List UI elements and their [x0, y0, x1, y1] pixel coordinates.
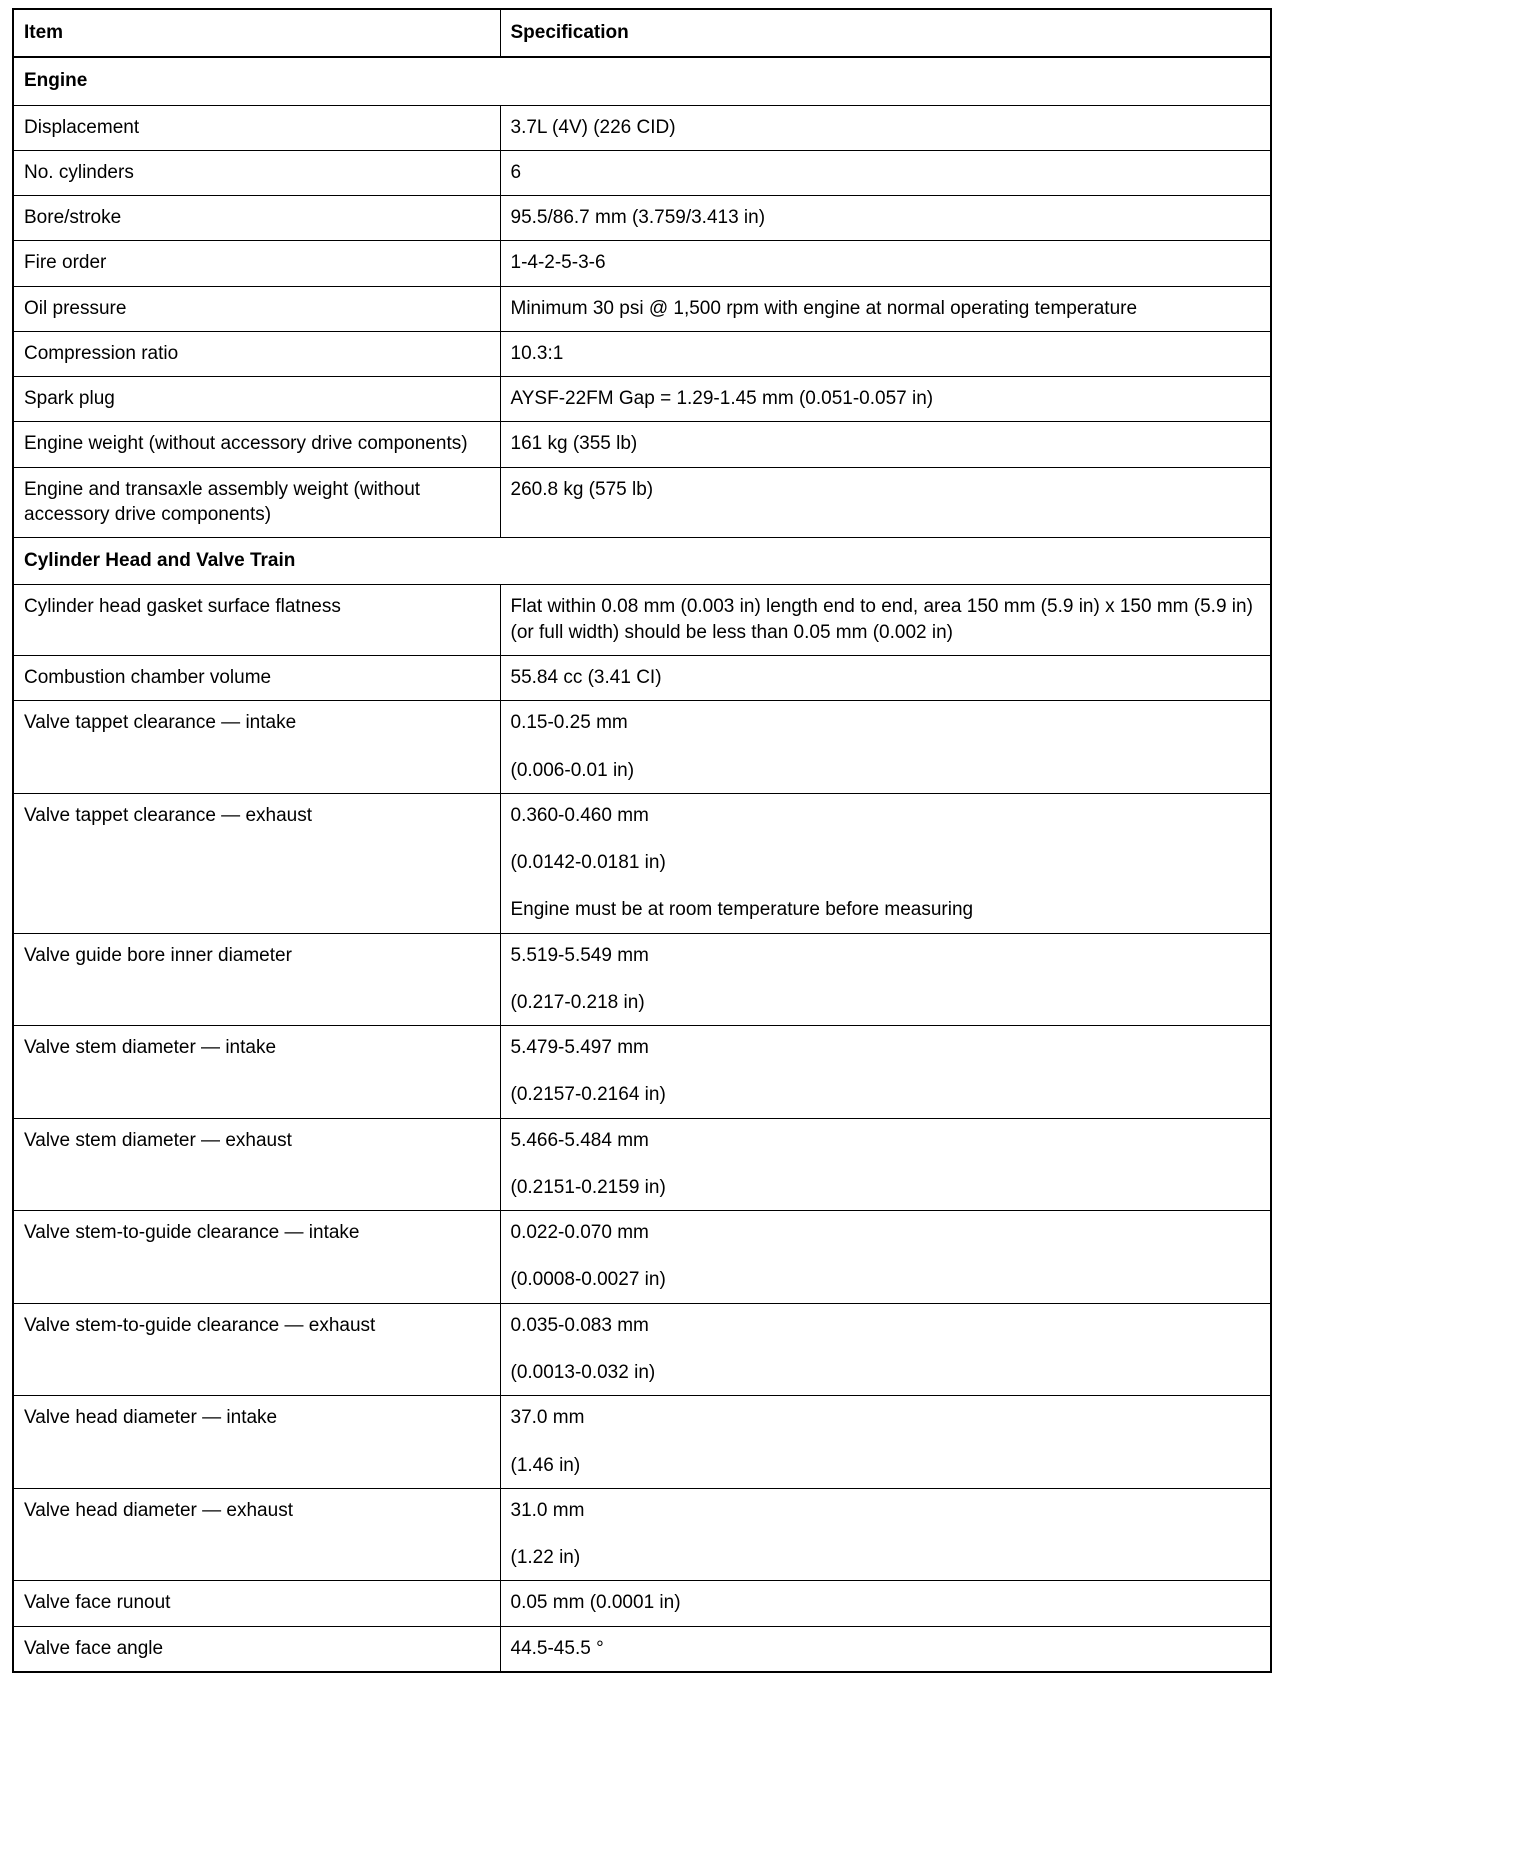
table-row	[13, 585, 1271, 656]
table-body	[13, 57, 1271, 1672]
cell-specification	[500, 196, 1271, 241]
cell-item: Valve face runout	[13, 1581, 500, 1626]
specification-line: 260.8 kg (575 lb)	[510, 478, 654, 500]
cell-specification	[500, 1211, 1271, 1304]
table-row	[13, 1118, 1271, 1211]
table-row	[13, 655, 1271, 700]
cell-item: Valve head diameter — intake	[13, 1396, 500, 1489]
cell-specification	[500, 241, 1271, 286]
specification-line: (0.0142-0.0181 in)	[510, 852, 666, 874]
cell-specification	[500, 1626, 1271, 1672]
cell-specification	[500, 150, 1271, 195]
specification-line: AYSF-22FM Gap = 1.29-1.45 mm (0.051-0.057 in)	[510, 388, 934, 410]
specification-line: 5.519-5.549 mm	[510, 944, 649, 966]
table-row	[13, 241, 1271, 286]
specification-line: 10.3:1	[510, 342, 564, 364]
specification-line: (1.46 in)	[510, 1454, 581, 1476]
cell-item: Engine and transaxle assembly weight (without accessory drive components)	[13, 467, 500, 538]
specification-line: (1.22 in)	[510, 1547, 581, 1569]
section-label: Engine	[13, 57, 1271, 105]
cell-specification	[500, 467, 1271, 538]
cell-item: Valve head diameter — exhaust	[13, 1488, 500, 1581]
cell-item: Valve tappet clearance — exhaust	[13, 793, 500, 933]
specification-line: 55.84 cc (3.41 CI)	[510, 666, 662, 688]
specification-line: 3.7L (4V) (226 CID)	[510, 116, 676, 138]
specification-line: 5.466-5.484 mm	[510, 1129, 649, 1151]
table-row	[13, 933, 1271, 1026]
cell-specification	[500, 1396, 1271, 1489]
cell-specification	[500, 933, 1271, 1026]
table-header	[13, 9, 1271, 57]
cell-item: Oil pressure	[13, 286, 500, 331]
specification-line: 5.479-5.497 mm	[510, 1037, 649, 1059]
table-row	[13, 422, 1271, 467]
table-row	[13, 286, 1271, 331]
cell-item: Engine weight (without accessory drive components)	[13, 422, 500, 467]
specification-line: (0.006-0.01 in)	[510, 759, 635, 781]
table-row	[13, 1026, 1271, 1119]
cell-specification	[500, 422, 1271, 467]
table-row	[13, 1303, 1271, 1396]
specification-line: 0.035-0.083 mm	[510, 1314, 649, 1336]
cell-specification	[500, 655, 1271, 700]
specification-line: (0.2157-0.2164 in)	[510, 1084, 666, 1106]
specification-line: 0.022-0.070 mm	[510, 1222, 649, 1244]
cell-item: Valve stem-to-guide clearance — intake	[13, 1211, 500, 1304]
cell-item: Combustion chamber volume	[13, 655, 500, 700]
table-row	[13, 1211, 1271, 1304]
cell-item: Valve stem-to-guide clearance — exhaust	[13, 1303, 500, 1396]
cell-specification	[500, 793, 1271, 933]
table-row	[13, 1488, 1271, 1581]
cell-specification	[500, 286, 1271, 331]
table-row	[13, 1626, 1271, 1672]
cell-item: Cylinder head gasket surface flatness	[13, 585, 500, 656]
column-header-specification: Specification	[500, 9, 1271, 57]
section-label: Cylinder Head and Valve Train	[13, 538, 1271, 585]
specification-line: 6	[510, 161, 522, 183]
specification-line: 0.360-0.460 mm	[510, 804, 649, 826]
table-section-row	[13, 57, 1271, 105]
specification-line: 161 kg (355 lb)	[510, 433, 638, 455]
specification-line: 0.15-0.25 mm	[510, 712, 628, 734]
table-row	[13, 1581, 1271, 1626]
specification-line: Engine must be at room temperature before measuring	[510, 899, 974, 921]
cell-specification	[500, 1026, 1271, 1119]
specification-line: 37.0 mm	[510, 1407, 585, 1429]
cell-specification	[500, 105, 1271, 150]
cell-item: Compression ratio	[13, 331, 500, 376]
specification-line: (0.217-0.218 in)	[510, 991, 645, 1013]
cell-item: Bore/stroke	[13, 196, 500, 241]
table-row	[13, 105, 1271, 150]
cell-specification	[500, 377, 1271, 422]
specification-line: (0.2151-0.2159 in)	[510, 1176, 666, 1198]
specification-line: (0.0013-0.032 in)	[510, 1361, 656, 1383]
column-header-item: Item	[13, 9, 500, 57]
specification-line: 1-4-2-5-3-6	[510, 252, 606, 274]
cell-item: Fire order	[13, 241, 500, 286]
cell-item: Displacement	[13, 105, 500, 150]
cell-item: Valve stem diameter — intake	[13, 1026, 500, 1119]
cell-item: Valve guide bore inner diameter	[13, 933, 500, 1026]
table-row	[13, 1396, 1271, 1489]
table-row	[13, 377, 1271, 422]
specification-line: 0.05 mm (0.0001 in)	[510, 1592, 681, 1614]
specification-line: Flat within 0.08 mm (0.003 in) length end to end, area 150 mm (5.9 in) x 150 mm (5.9 in) (or full width) should be less than 0.05 mm (0.002 in)	[510, 596, 1253, 643]
cell-specification	[500, 1118, 1271, 1211]
table-row	[13, 701, 1271, 794]
specification-table	[12, 8, 1272, 1673]
table-row	[13, 793, 1271, 933]
specification-line: 95.5/86.7 mm (3.759/3.413 in)	[510, 207, 766, 229]
cell-specification	[500, 585, 1271, 656]
specification-line: Minimum 30 psi @ 1,500 rpm with engine at normal operating temperature	[510, 297, 1138, 319]
cell-item: Spark plug	[13, 377, 500, 422]
cell-item: Valve face angle	[13, 1626, 500, 1672]
table-row	[13, 467, 1271, 538]
specification-line: (0.0008-0.0027 in)	[510, 1269, 666, 1291]
cell-specification	[500, 1488, 1271, 1581]
specification-line: 31.0 mm	[510, 1499, 585, 1521]
cell-item: Valve stem diameter — exhaust	[13, 1118, 500, 1211]
cell-item: Valve tappet clearance — intake	[13, 701, 500, 794]
specification-line: 44.5-45.5 °	[510, 1637, 604, 1659]
cell-specification	[500, 1581, 1271, 1626]
table-section-row	[13, 538, 1271, 585]
table-header-row	[13, 9, 1271, 57]
table-row	[13, 150, 1271, 195]
table-row	[13, 196, 1271, 241]
cell-specification	[500, 701, 1271, 794]
cell-item: No. cylinders	[13, 150, 500, 195]
cell-specification	[500, 1303, 1271, 1396]
table-row	[13, 331, 1271, 376]
cell-specification	[500, 331, 1271, 376]
